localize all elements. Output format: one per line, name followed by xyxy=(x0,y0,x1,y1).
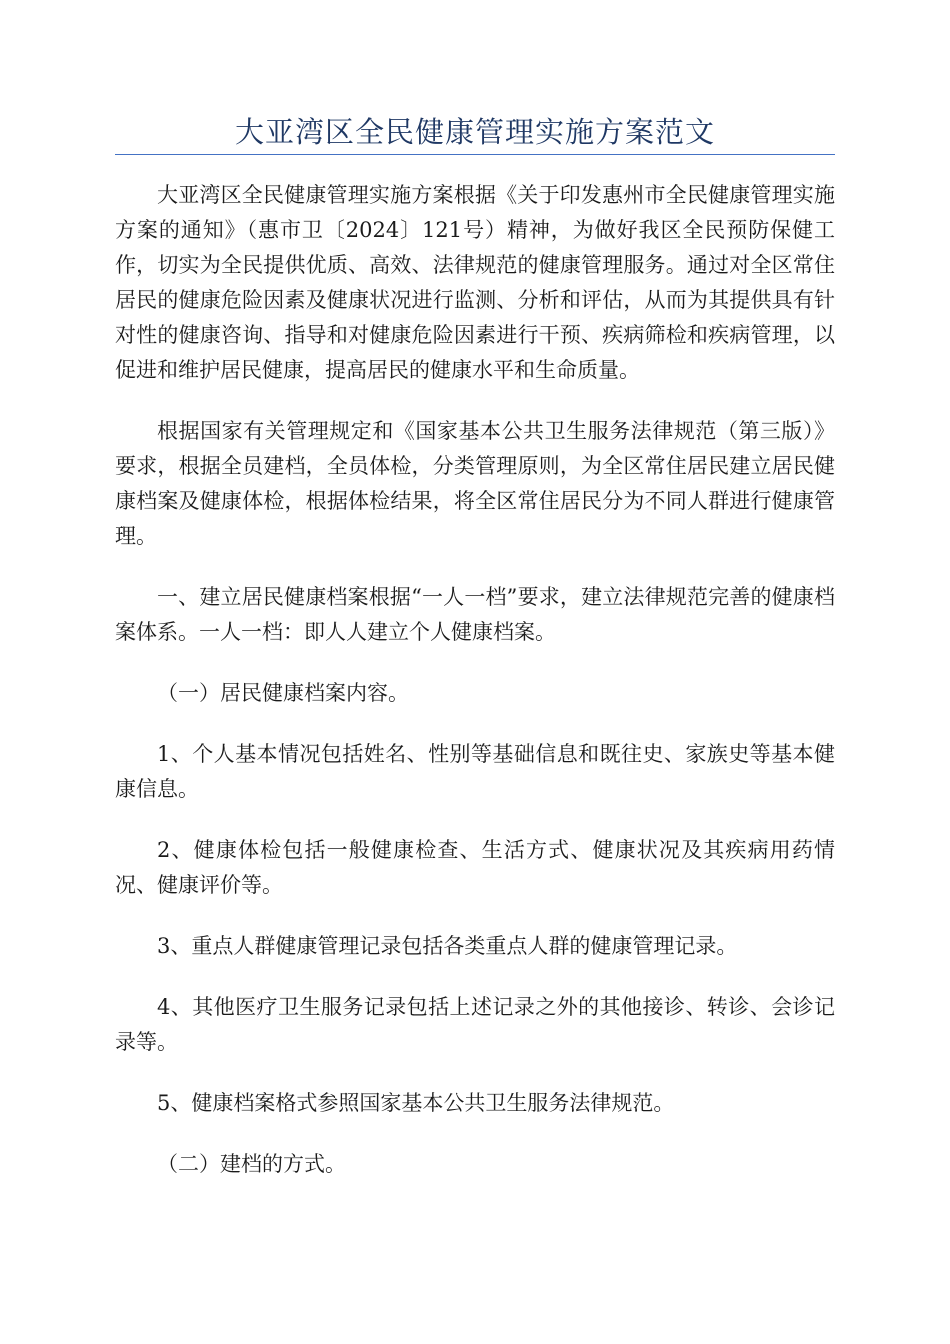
document-title: 大亚湾区全民健康管理实施方案范文 xyxy=(234,115,715,149)
document-body xyxy=(115,178,835,1208)
paragraph-subsection-one: （一）居民健康档案内容。 xyxy=(157,681,409,705)
paragraph-item-4: 4、其他医疗卫生服务记录包括上述记录之外的其他接诊、转诊、会诊记录等。 xyxy=(115,995,835,1054)
paragraph-item-2: 2、健康体检包括一般健康检查、生活方式、健康状况及其疾病用药情况、健康评价等。 xyxy=(115,838,835,897)
paragraph-item-5: 5、健康档案格式参照国家基本公共卫生服务法律规范。 xyxy=(157,1091,675,1115)
paragraph-intro: 大亚湾区全民健康管理实施方案根据《关于印发惠州市全民健康管理实施方案的通知》（惠市卫〔2024〕121号）精神，为做好我区全民预防保健工作，切实为全民提供优质、高效、法律规范的健康管理服务。通过对全区常住居民的健康危险因素及健康状况进行监测、分析和评估，从而为其提供具有针对性的健康咨询、指导和对健康危险因素进行干预、疾病筛检和疾病管理，以促进和维护居民健康，提高居民的健康水平和生命质量。 xyxy=(115,183,835,382)
paragraph-item-1: 1、个人基本情况包括姓名、性别等基础信息和既往史、家族史等基本健康信息。 xyxy=(115,742,835,801)
title-underline xyxy=(115,154,835,155)
paragraph-item-3: 3、重点人群健康管理记录包括各类重点人群的健康管理记录。 xyxy=(157,934,738,958)
paragraph-subsection-two: （二）建档的方式。 xyxy=(157,1152,346,1176)
paragraph-section-one: 一、建立居民健康档案根据“一人一档”要求，建立法律规范完善的健康档案体系。一人一档：即人人建立个人健康档案。 xyxy=(115,585,835,644)
paragraph-basis: 根据国家有关管理规定和《国家基本公共卫生服务法律规范（第三版）》要求，根据全员建档，全员体检，分类管理原则，为全区常住居民建立居民健康档案及健康体检，根据体检结果，将全区常住居民分为不同人群进行健康管理。 xyxy=(115,419,835,548)
